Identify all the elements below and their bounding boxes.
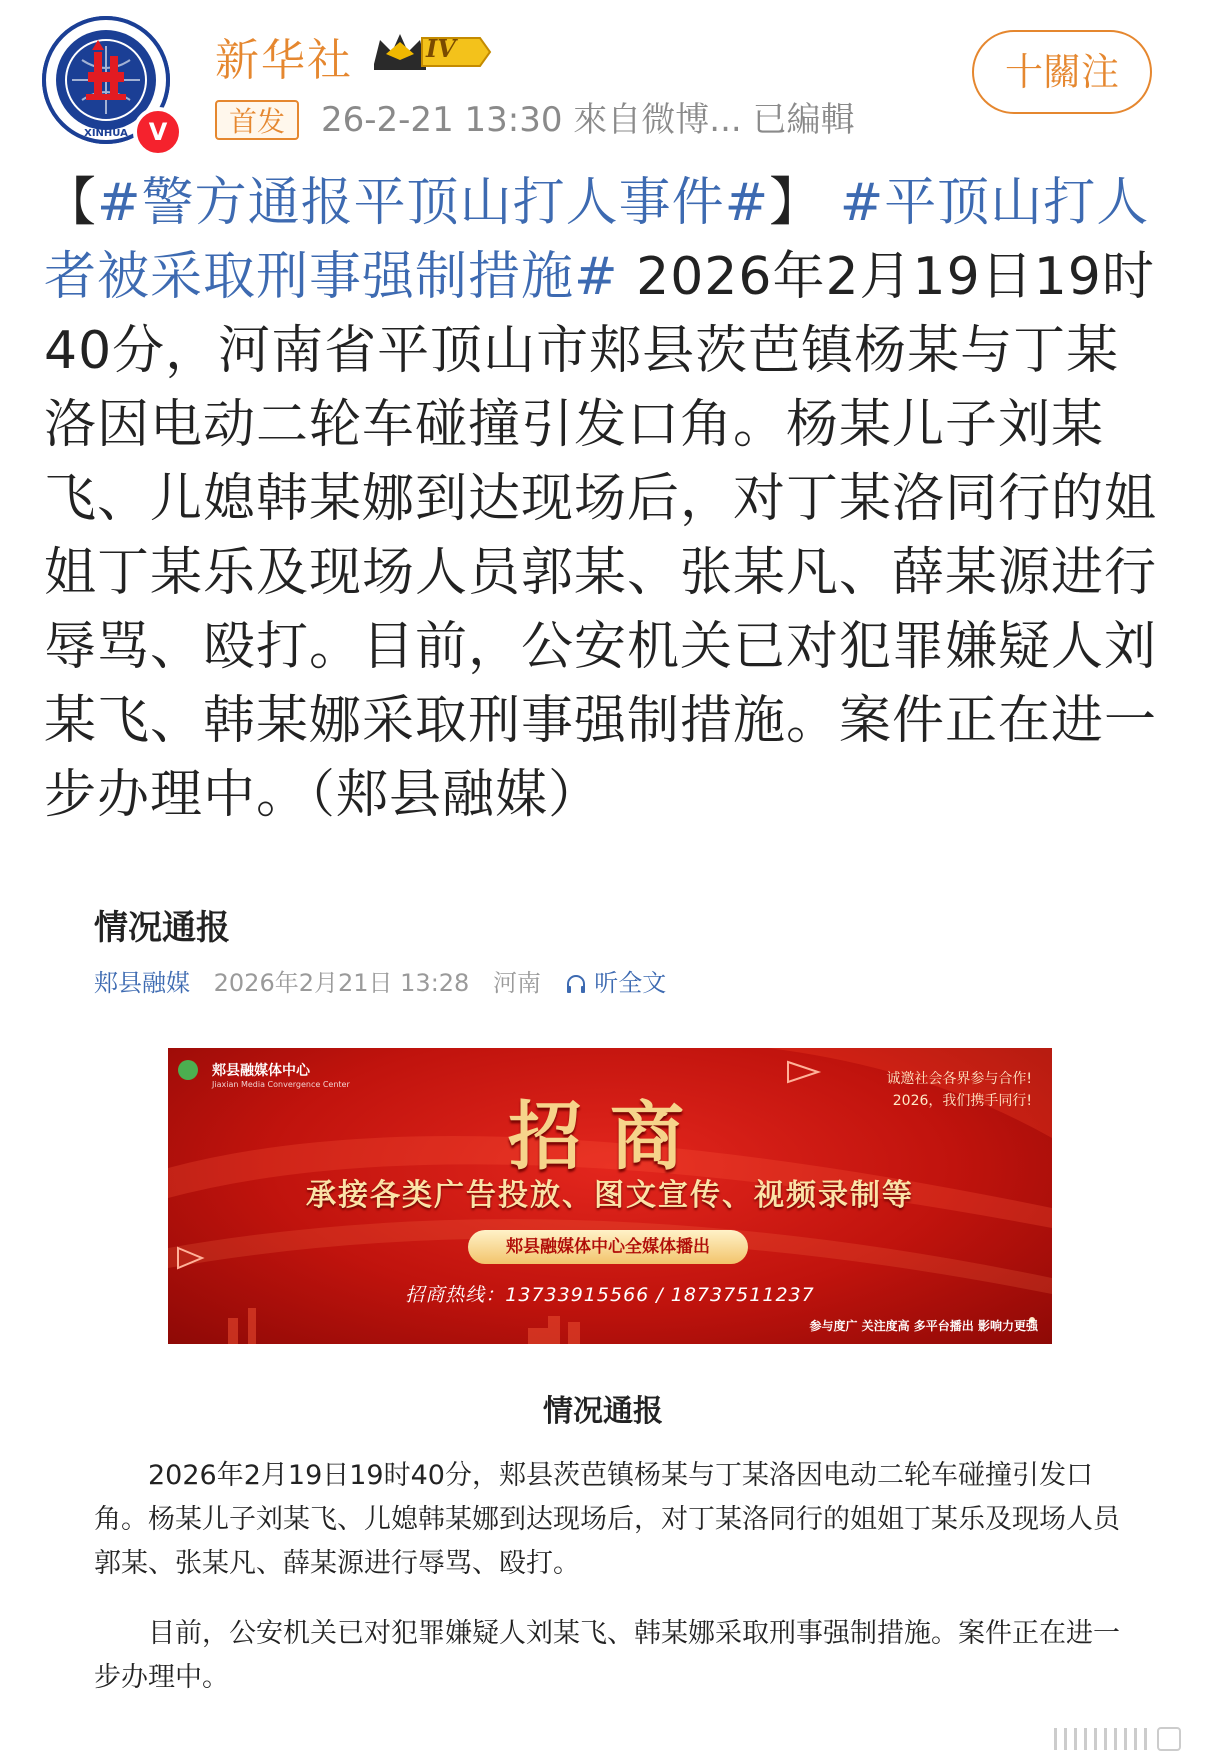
verified-icon: V [133,107,183,157]
banner-tagline-line2: 2026，我们携手同行! [892,1093,1032,1109]
article-datetime: 2026年2月21日 13:28 [213,969,470,997]
banner-subtitle: 承接各类广告投放、图文宣传、视频录制等 [306,1178,914,1213]
post-meta-text: 26-2-21 13:30 來自微博... 已編輯 [321,100,855,140]
article-meta [94,966,666,1000]
level-badge[interactable] [372,30,492,74]
tag-bracket-close: 】 [769,173,823,233]
listen-label: 听全文 [594,969,667,997]
banner-big-title: 招商 [508,1094,712,1180]
ad-banner[interactable] [168,1048,1052,1344]
scroll-indicator-icon [1054,1726,1184,1752]
banner-pill: 郏县融媒体中心全媒体播出 [468,1230,748,1264]
listen-button[interactable] [565,969,667,997]
headphones-icon [565,973,587,995]
banner-footer: 参与度广 关注度高 多平台播出 影响力更强 [809,1319,1038,1333]
banner-hotline: 招商热线：13733915566 / 18737511237 [405,1284,815,1306]
article-paragraph: 2026年2月19日19时40分，郏县茨芭镇杨某与丁某洛因电动二轮车碰撞引发口角。杨某儿子刘某飞、儿媳韩某娜到达现场后，对丁某洛同行的姐姐丁某乐及现场人员郭某、张某凡、薛某源进行辱骂、殴打。 [94,1460,1120,1579]
article-heading: 情况通报 [543,1394,663,1429]
tag-bracket-open: 【 [44,173,98,233]
level-text: IV [426,34,456,63]
first-post-badge: 首发 [215,100,299,140]
banner-logo: 郏县融媒体中心 Jiaxian Media Convergence Center [212,1063,350,1089]
hashtag-link[interactable]: #平顶山打人者被采取刑事强制措施# [44,173,1150,307]
follow-button[interactable]: 十關注 [972,30,1152,114]
post-text [44,166,1164,832]
svg-text:XINHUA: XINHUA [84,128,128,139]
banner-tagline-line1: 诚邀社会各界参与合作! [886,1071,1032,1087]
article-region: 河南 [492,969,541,997]
hashtag-link[interactable]: #警方通报平顶山打人事件# [97,173,770,233]
post-body: 2026年2月19日19时40分，河南省平顶山市郏县茨芭镇杨某与丁某洛因电动二轮车碰撞引发口角。杨某儿子刘某飞、儿媳韩某娜到达现场后，对丁某洛同行的姐姐丁某乐及现场人员郭某、张某凡、薛某源进行辱骂、殴打。目前，公安机关已对犯罪嫌疑人刘某飞、韩某娜采取刑事强制措施。案件正在进一步办理中。（郏县融媒） [44,247,1158,825]
article-paragraph: 目前，公安机关已对犯罪嫌疑人刘某飞、韩某娜采取刑事强制措施。案件正在进一步办理中。 [94,1618,1120,1693]
article-source[interactable]: 郏县融媒 [94,969,190,997]
username[interactable]: 新华社 [215,35,353,86]
article-title: 情况通报 [94,908,230,948]
